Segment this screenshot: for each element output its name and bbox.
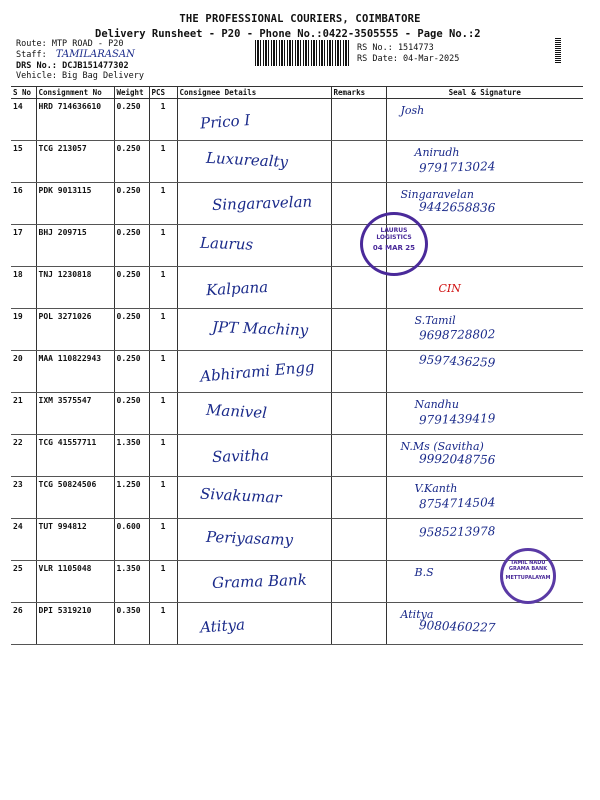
row-consignee-handwriting: Abhirami Engg (198, 357, 315, 386)
row-signature-cell (386, 477, 583, 519)
row-remarks (331, 393, 386, 435)
row-remarks (331, 309, 386, 351)
row-sno: 21 (11, 393, 36, 435)
row-sno: 23 (11, 477, 36, 519)
row-consignee-handwriting: JPT Machiny (211, 317, 308, 340)
table-row (11, 309, 583, 351)
row-pcs: 1 (149, 225, 177, 267)
row-signature-phone: 9585213978 (418, 524, 495, 540)
row-sno: 17 (11, 225, 36, 267)
bank-stamp-branch: METTUPALAYAM (505, 575, 551, 581)
row-consignee-cell (177, 561, 331, 603)
table-row (11, 561, 583, 603)
row-sno: 20 (11, 351, 36, 393)
bank-stamp (500, 548, 556, 604)
row-signature-phone: 8754714504 (418, 495, 496, 512)
row-consignment-no: VLR 1105048 (36, 561, 114, 603)
row-signature: Atitya (400, 608, 434, 621)
row-signature: S.Tamil (414, 314, 456, 327)
row-consignee-handwriting: Periyasamy (205, 527, 293, 549)
row-pcs: 1 (149, 519, 177, 561)
row-consignee-handwriting: Savitha (211, 446, 269, 467)
row-weight: 0.350 (114, 603, 149, 645)
runsheet-table (11, 86, 583, 645)
table-header-row (11, 87, 583, 99)
rs-number: RS No.: 1514773 (357, 43, 434, 53)
row-signature: CIN (438, 282, 461, 295)
row-consignment-no: POL 3271026 (36, 309, 114, 351)
row-remarks (331, 477, 386, 519)
table-row (11, 225, 583, 267)
row-signature: N.Ms (Savitha) (400, 440, 484, 453)
row-sno: 14 (11, 99, 36, 141)
drs-number: DCJB151477302 (62, 61, 129, 71)
row-consignment-no: BHJ 209715 (36, 225, 114, 267)
barcode-image (255, 40, 350, 66)
row-consignee-cell (177, 309, 331, 351)
row-remarks (331, 141, 386, 183)
col-consignment: Consignment No (36, 87, 114, 99)
row-signature-phone: 9597436259 (418, 352, 496, 370)
row-consignee-handwriting: Manivel (205, 400, 267, 422)
row-signature-phone (419, 229, 581, 232)
row-signature: B.S (414, 566, 434, 579)
row-signature-phone: 9791439419 (418, 411, 496, 428)
side-barcode-image (555, 38, 561, 64)
row-weight: 0.250 (114, 309, 149, 351)
table-row (11, 141, 583, 183)
drs-row (16, 61, 129, 71)
staff-label: Staff: (16, 50, 47, 60)
row-weight: 1.250 (114, 477, 149, 519)
table-row (11, 267, 583, 309)
row-sno: 18 (11, 267, 36, 309)
laurus-stamp-date: 04 MAR 25 (372, 244, 416, 252)
row-signature-cell (386, 183, 583, 225)
row-remarks (331, 561, 386, 603)
row-consignee-handwriting: Atitya (199, 615, 246, 637)
row-pcs: 1 (149, 351, 177, 393)
row-consignee-cell (177, 603, 331, 645)
row-consignee-cell (177, 267, 331, 309)
row-pcs: 1 (149, 561, 177, 603)
row-consignee-cell (177, 519, 331, 561)
drs-label: DRS No.: (16, 61, 57, 71)
row-consignment-no: TCG 41557711 (36, 435, 114, 477)
table-row (11, 477, 583, 519)
row-sno: 15 (11, 141, 36, 183)
row-signature-phone: 9442658836 (418, 199, 495, 215)
row-sno: 22 (11, 435, 36, 477)
row-consignee-cell (177, 393, 331, 435)
row-signature: Nandhu (414, 398, 459, 411)
row-signature-cell (386, 141, 583, 183)
runsheet-title: Delivery Runsheet - P20 - Phone No.:0422-3505555 - Page No.:2 (95, 28, 481, 40)
row-sno: 24 (11, 519, 36, 561)
row-consignment-no: DPI 5319210 (36, 603, 114, 645)
row-pcs: 1 (149, 435, 177, 477)
row-consignee-handwriting: Prico I (199, 111, 251, 133)
row-signature-cell (386, 603, 583, 645)
col-weight: Weight (114, 87, 149, 99)
row-consignee-handwriting: Kalpana (205, 277, 269, 300)
col-sno: S No (11, 87, 36, 99)
row-consignee-cell (177, 435, 331, 477)
row-pcs: 1 (149, 603, 177, 645)
row-signature: V.Kanth (414, 482, 458, 495)
row-consignee-handwriting: Luxurealty (205, 148, 288, 172)
table-row (11, 351, 583, 393)
row-consignee-cell (177, 351, 331, 393)
row-sno: 25 (11, 561, 36, 603)
row-consignee-cell (177, 183, 331, 225)
row-signature-phone: 9992048756 (418, 451, 495, 467)
row-remarks (331, 99, 386, 141)
row-consignment-no: HRD 714636610 (36, 99, 114, 141)
row-signature: Anirudh (414, 146, 460, 159)
row-consignee-handwriting: Grama Bank (211, 570, 307, 593)
table-row (11, 519, 583, 561)
row-weight: 1.350 (114, 435, 149, 477)
row-pcs: 1 (149, 141, 177, 183)
row-consignee-cell (177, 477, 331, 519)
row-weight: 0.250 (114, 393, 149, 435)
col-seal: Seal & Signature (386, 87, 583, 99)
row-consignee-cell (177, 225, 331, 267)
row-signature-cell (386, 267, 583, 309)
row-signature-phone: 9080460227 (418, 618, 496, 635)
laurus-stamp (360, 212, 428, 276)
row-pcs: 1 (149, 267, 177, 309)
row-consignment-no: TNJ 1230818 (36, 267, 114, 309)
row-consignment-no: TCG 213057 (36, 141, 114, 183)
row-signature-cell (386, 351, 583, 393)
row-signature-cell (386, 393, 583, 435)
row-pcs: 1 (149, 393, 177, 435)
row-consignment-no: MAA 110822943 (36, 351, 114, 393)
row-weight: 0.250 (114, 225, 149, 267)
table-row (11, 183, 583, 225)
row-consignment-no: PDK 9013115 (36, 183, 114, 225)
row-signature-cell (386, 99, 583, 141)
row-weight: 1.350 (114, 561, 149, 603)
staff-name: TAMILARASAN (55, 49, 135, 60)
row-sno: 26 (11, 603, 36, 645)
table-row (11, 99, 583, 141)
staff-row (16, 49, 135, 60)
laurus-stamp-text: LAURUS LOGISTICS (376, 227, 412, 241)
row-signature-cell (386, 309, 583, 351)
table-row (11, 435, 583, 477)
row-signature-cell (386, 435, 583, 477)
company-name: THE PROFESSIONAL COURIERS, COIMBATORE (179, 13, 421, 25)
row-pcs: 1 (149, 477, 177, 519)
col-remarks: Remarks (331, 87, 386, 99)
table-row (11, 393, 583, 435)
row-signature-phone: 9698728802 (418, 327, 495, 343)
row-pcs: 1 (149, 99, 177, 141)
row-consignee-handwriting: Laurus (199, 233, 253, 254)
row-remarks (331, 519, 386, 561)
row-signature: Singaravelan (400, 188, 474, 201)
row-sno: 16 (11, 183, 36, 225)
bank-stamp-text: TAMIL NADU GRAMA BANK (508, 560, 548, 572)
row-weight: 0.250 (114, 183, 149, 225)
row-remarks (331, 435, 386, 477)
vehicle-label: Vehicle: Big Bag Delivery (16, 71, 144, 81)
row-remarks (331, 351, 386, 393)
row-pcs: 1 (149, 309, 177, 351)
row-weight: 0.600 (114, 519, 149, 561)
rs-date: RS Date: 04-Mar-2025 (357, 54, 460, 64)
row-signature-cell (386, 519, 583, 561)
table-row (11, 603, 583, 645)
row-consignee-handwriting: Singaravelan (211, 192, 312, 215)
row-consignment-no: IXM 3575547 (36, 393, 114, 435)
row-consignee-handwriting: Sivakumar (199, 484, 282, 507)
col-consignee: Consignee Details (177, 87, 331, 99)
col-pcs: PCS (149, 87, 177, 99)
row-consignee-cell (177, 141, 331, 183)
row-consignee-cell (177, 99, 331, 141)
route-label: Route: MTP ROAD - P20 (16, 39, 124, 49)
row-signature-phone: 9791713024 (418, 159, 496, 176)
row-weight: 0.250 (114, 141, 149, 183)
row-consignment-no: TCG 50824506 (36, 477, 114, 519)
row-remarks (331, 603, 386, 645)
row-signature: Josh (400, 104, 425, 117)
row-remarks (331, 267, 386, 309)
row-consignment-no: TUT 994812 (36, 519, 114, 561)
row-weight: 0.250 (114, 351, 149, 393)
row-weight: 0.250 (114, 99, 149, 141)
row-sno: 19 (11, 309, 36, 351)
row-pcs: 1 (149, 183, 177, 225)
row-weight: 0.250 (114, 267, 149, 309)
